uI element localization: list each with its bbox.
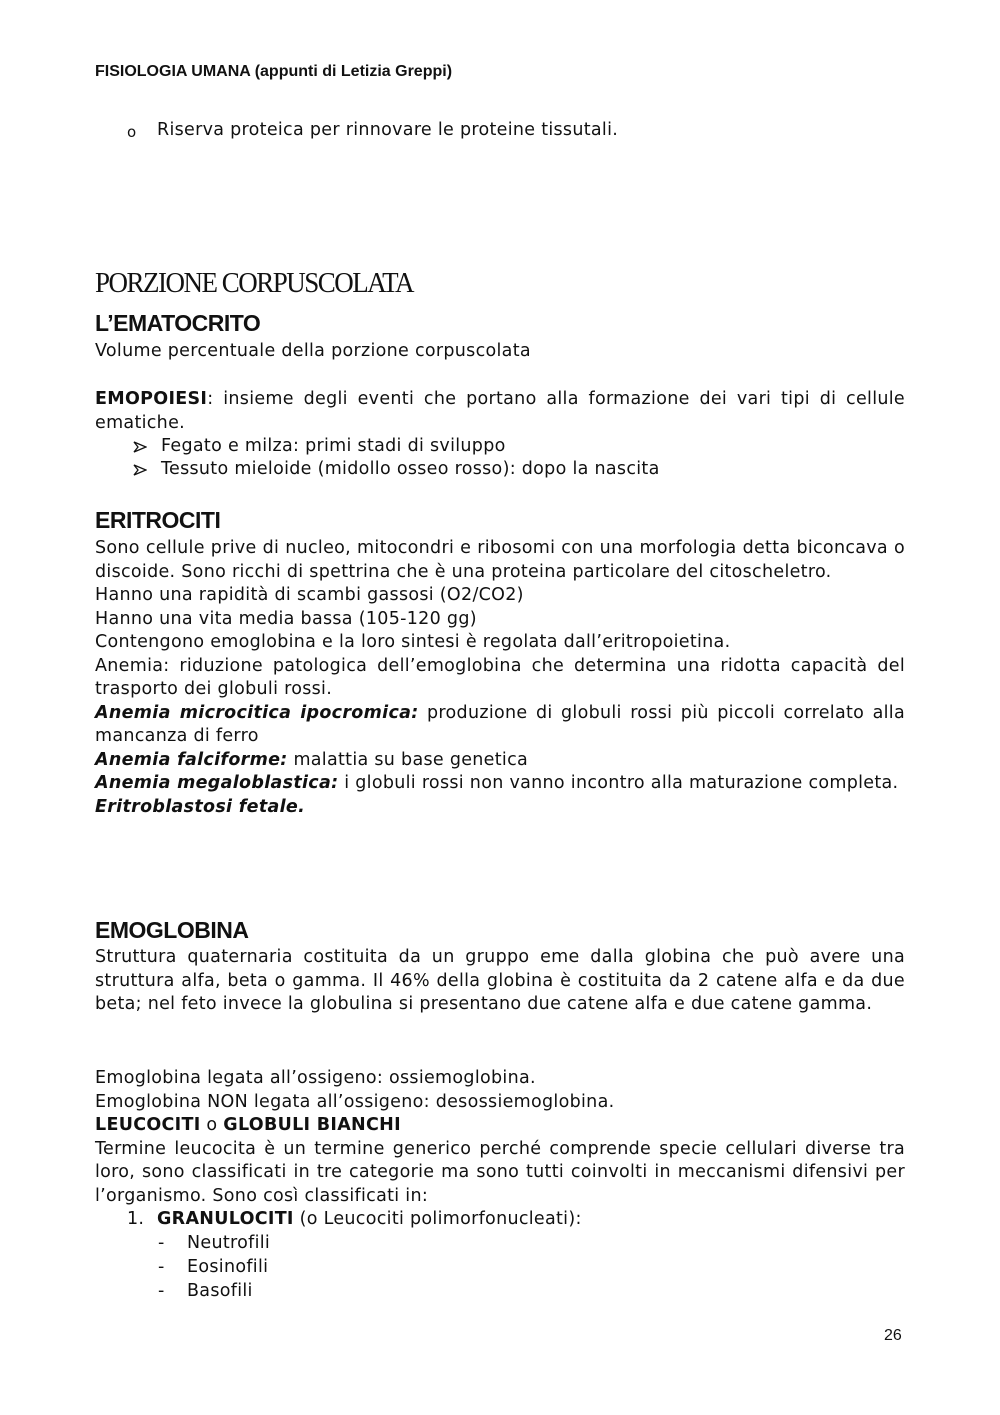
anemia-item: Anemia megaloblastica: i globuli rossi non vanno incontro alla maturazione completa. — [95, 773, 899, 793]
arrow-bullet-icon — [133, 441, 147, 453]
paragraph: Hanno una rapidità di scambi gassosi (O2/CO2) — [95, 585, 524, 605]
paragraph: Emoglobina legata all’ossigeno: ossiemoglobina. — [95, 1068, 536, 1088]
list-item: Riserva proteica per rinnovare le proteine tissutali. — [157, 120, 619, 140]
eritrociti-body — [95, 537, 905, 819]
emoglobina-defs — [95, 1067, 905, 1208]
paragraph: Sono cellule prive di nucleo, mitocondri e ribosomi con una morfologia detta biconcava o discoide. Sono ricchi di spettrina che è una proteina particolare del citoscheletro. — [95, 538, 905, 582]
granulociti-item: GRANULOCITI (o Leucociti polimorfonucleati): — [157, 1209, 582, 1229]
list-item: Eosinofili — [187, 1257, 269, 1277]
dash-bullet: - — [158, 1233, 165, 1253]
paragraph: Termine leucocita è un termine generico perché comprende specie cellulari diverse tra loro, sono classificati in tre categorie ma sono tutti coinvolti in meccanismi difensivi per l’organismo. Sono così classificati in: — [95, 1138, 905, 1206]
emopoiesi-paragraph: EMOPOIESI: insieme degli eventi che portano alla formazione dei vari tipi di cellule ematiche. — [95, 389, 905, 433]
heading-emoglobina: EMOGLOBINA — [95, 917, 249, 943]
paragraph: Anemia: riduzione patologica dell’emoglobina che determina una ridotta capacità del trasporto dei globuli rossi. — [95, 655, 905, 699]
bullet-circle: o — [127, 123, 137, 141]
heading-ematocrito: L’EMATOCRITO — [95, 310, 261, 336]
anemia-item: Anemia falciforme: malattia su base genetica — [95, 749, 529, 770]
term-emopoiesi: EMOPOIESI — [95, 389, 208, 409]
heading-eritrociti: ERITROCITI — [95, 507, 221, 533]
dash-bullet: - — [158, 1257, 165, 1277]
paragraph: Contengono emoglobina e la loro sintesi è regolata dall’eritropoietina. — [95, 632, 731, 652]
arrow-bullet-icon — [133, 464, 147, 476]
list-item: Neutrofili — [187, 1233, 271, 1253]
list-item: Tessuto mieloide (midollo osseo rosso): dopo la nascita — [161, 459, 660, 479]
list-number: 1. — [127, 1209, 145, 1229]
emoglobina-body — [95, 946, 905, 1017]
list-item: Basofili — [187, 1281, 253, 1301]
dash-bullet: - — [158, 1281, 165, 1301]
paragraph: Emoglobina NON legata all’ossigeno: desossiemoglobina. — [95, 1091, 615, 1112]
anemia-item: Anemia microcitica ipocromica: produzione di globuli rossi più piccoli correlato alla mancanza di ferro — [95, 702, 905, 746]
running-header: FISIOLOGIA UMANA (appunti di Letizia Greppi) — [95, 63, 453, 80]
ematocrito-definition: Volume percentuale della porzione corpuscolata — [95, 341, 531, 361]
paragraph: Eritroblastosi fetale. — [95, 796, 306, 817]
section-title: PORZIONE CORPUSCOLATA — [95, 267, 414, 299]
list-item: Fegato e milza: primi stadi di sviluppo — [161, 436, 506, 456]
paragraph: Hanno una vita media bassa (105-120 gg) — [95, 608, 477, 629]
paragraph: Struttura quaternaria costituita da un gruppo eme dalla globina che può avere una struttura alfa, beta o gamma. Il 46% della globina è costituita da 2 catene alfa e da due beta; nel feto invece la globulina si presentano due catene alfa e due catene gamma. — [95, 947, 905, 1014]
leucociti-heading: LEUCOCITI o GLOBULI BIANCHI — [95, 1115, 401, 1135]
page-number: 26 — [884, 1327, 902, 1344]
